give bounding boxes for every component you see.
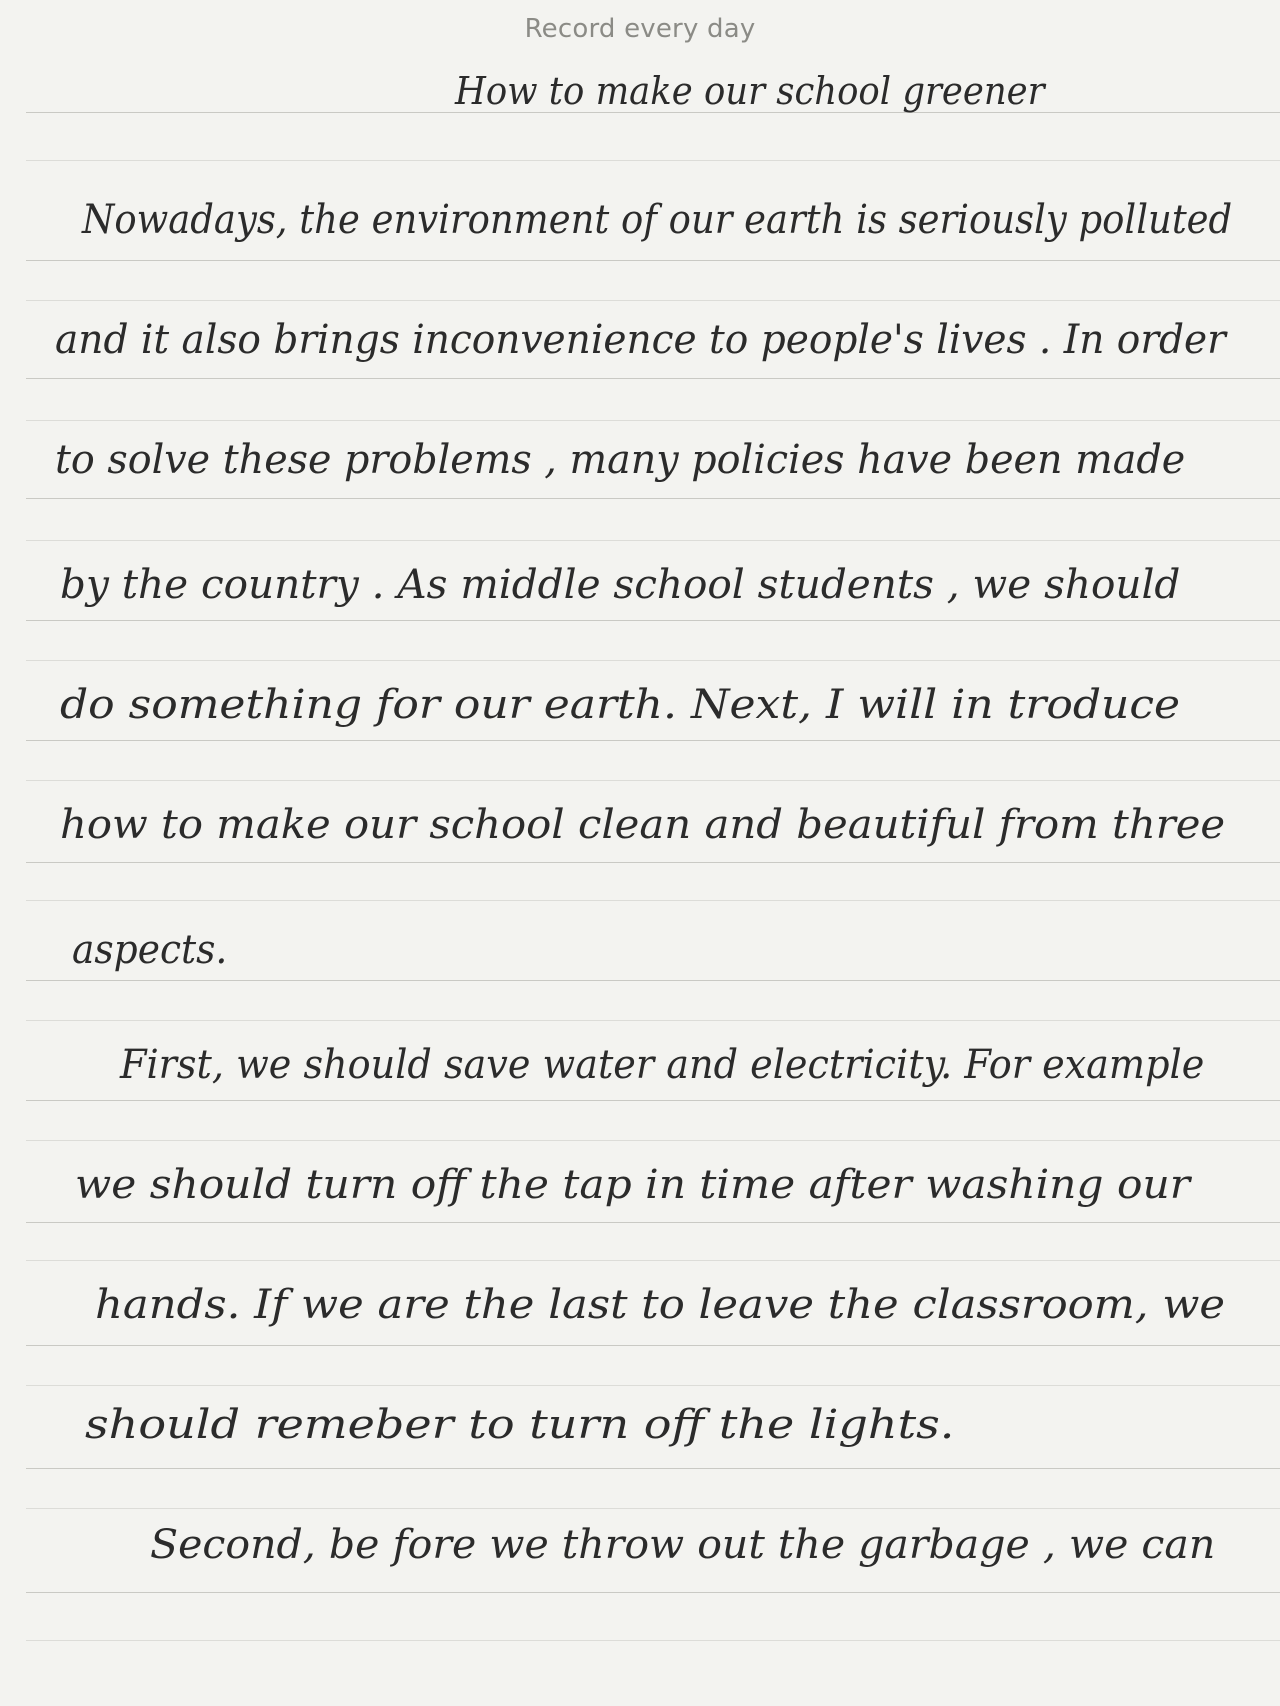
ruled-guide-line [26, 300, 1280, 301]
essay-line: to solve these problems , many policies have been made [55, 437, 1186, 483]
ruled-line [26, 980, 1280, 981]
ruled-guide-line [26, 1508, 1280, 1509]
ruled-guide-line [26, 1640, 1280, 1641]
essay-line: hands. If we are the last to leave the classroom, we [95, 1282, 1226, 1328]
ruled-guide-line [26, 420, 1280, 421]
essay-line: we should turn off the tap in time after washing our [75, 1162, 1190, 1208]
ruled-line [26, 378, 1280, 379]
ruled-guide-line [26, 900, 1280, 901]
essay-line: do something for our earth. Next, I will in troduce [60, 682, 1181, 728]
essay-line: should remeber to turn off the lights. [85, 1402, 955, 1448]
ruled-line [26, 260, 1280, 261]
essay-title: How to make our school greener [455, 69, 1045, 113]
ruled-line [26, 1345, 1280, 1346]
essay-line: how to make our school clean and beautiful from three [60, 802, 1226, 848]
ruled-line [26, 1592, 1280, 1593]
ruled-line [26, 862, 1280, 863]
ruled-guide-line [26, 1260, 1280, 1261]
essay-line: by the country . As middle school students , we should [60, 562, 1181, 608]
ruled-guide-line [26, 1140, 1280, 1141]
essay-line: First, we should save water and electricity. For example [120, 1042, 1205, 1088]
ruled-guide-line [26, 660, 1280, 661]
ruled-line [26, 498, 1280, 499]
ruled-guide-line [26, 1020, 1280, 1021]
ruled-line [26, 1222, 1280, 1223]
ruled-line [26, 740, 1280, 741]
essay-line: and it also brings inconvenience to people's lives . In order [55, 317, 1226, 363]
page-header: Record every day [524, 14, 756, 44]
ruled-line [26, 1468, 1280, 1469]
ruled-guide-line [26, 780, 1280, 781]
ruled-line [26, 1100, 1280, 1101]
ruled-guide-line [26, 1385, 1280, 1386]
ruled-line [26, 620, 1280, 621]
essay-line: Nowadays, the environment of our earth is seriously polluted [82, 197, 1233, 243]
essay-line: aspects. [72, 927, 228, 973]
ruled-guide-line [26, 540, 1280, 541]
ruled-guide-line [26, 160, 1280, 161]
essay-line: Second, be fore we throw out the garbage , we can [150, 1522, 1216, 1568]
